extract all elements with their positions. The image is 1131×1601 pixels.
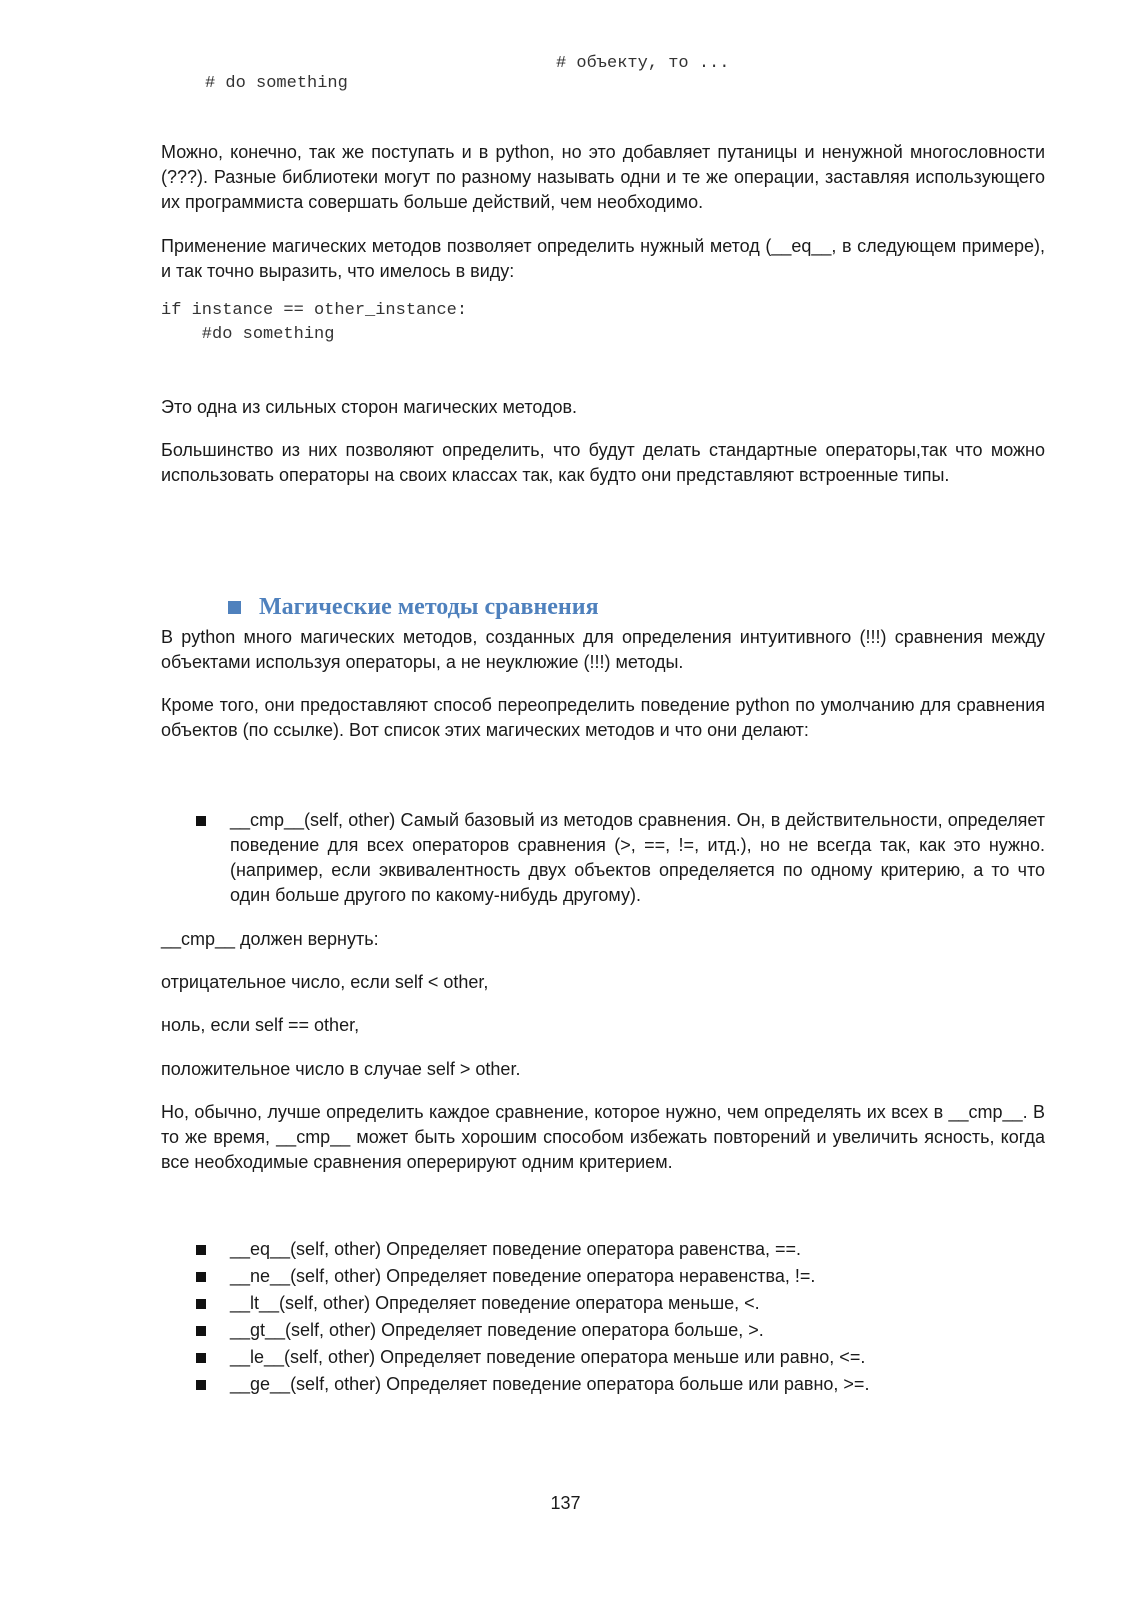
list-item: [161, 1290, 1045, 1317]
square-bullet-icon: [196, 816, 206, 826]
list-item-text: __ne__(self, other) Определяет поведение оператора неравенства, !=.: [230, 1266, 816, 1286]
square-bullet-icon: [196, 1353, 206, 1363]
list-item-text: __le__(self, other) Определяет поведение оператора меньше или равно, <=.: [230, 1347, 866, 1367]
square-bullet-icon: [196, 1272, 206, 1282]
paragraph: ноль, если self == other,: [161, 1015, 360, 1035]
paragraph: __cmp__ должен вернуть:: [161, 929, 379, 949]
list-item: [161, 1317, 1045, 1344]
paragraph: положительное число в случае self > other.: [161, 1059, 521, 1079]
code-line: if instance == other_instance:: [161, 301, 468, 320]
paragraph: Но, обычно, лучше определить каждое сравнение, которое нужно, чем определять их всех в __cmp__. В то же время, __cmp__ может быть хорошим способом избежать повторений и увеличить ясность, когда все необходимые сравнения оперерируют одним критерием.: [161, 1102, 1045, 1172]
paragraph: Применение магических методов позволяет определить нужный метод (__eq__, в следующем примере), и так точно выразить, что имелось в виду:: [161, 236, 1045, 281]
code-comment-line: # объекту, то ...: [556, 54, 730, 73]
square-bullet-icon: [196, 1299, 206, 1309]
paragraph: Кроме того, они предоставляют способ переопределить поведение python по умолчанию для сравнения объектов (по ссылке). Вот список этих магических методов и что они делают:: [161, 695, 1045, 740]
list-item: [161, 1344, 1045, 1371]
code-line: #do something: [161, 325, 335, 344]
list-item-text: __lt__(self, other) Определяет поведение оператора меньше, <.: [230, 1293, 760, 1313]
square-bullet-icon: [196, 1380, 206, 1390]
paragraph: Можно, конечно, так же поступать и в python, но это добавляет путаницы и ненужной многословности (???). Разные библиотеки могут по разному называть одни и те же операции, заставляя использующего их программиста совершать больше действий, чем необходимо.: [161, 142, 1045, 212]
page-number: 137: [550, 1493, 581, 1513]
section-heading: [228, 594, 599, 621]
paragraph: В python много магических методов, созданных для определения интуитивного (!!!) сравнения между объектами используя операторы, а не неуклюжие (!!!) методы.: [161, 627, 1045, 672]
heading-square-icon: [228, 601, 241, 614]
paragraph: отрицательное число, если self < other,: [161, 972, 489, 992]
code-comment-line: # do something: [205, 74, 348, 93]
list-item-text: __gt__(self, other) Определяет поведение оператора больше, >.: [230, 1320, 764, 1340]
cmp-bullet-item: [161, 808, 1045, 908]
square-bullet-icon: [196, 1245, 206, 1255]
list-item: [161, 1236, 1045, 1263]
bullet-text: __cmp__(self, other) Самый базовый из методов сравнения. Он, в действительности, определяет поведение для всех операторов сравнения (>, ==, !=, итд.), но не всегда так, как это нужно. (например, если эквивалентность двух объектов определяется по одному критерию, а то что один больше другого по какому-нибудь другому).: [230, 810, 1045, 905]
list-item-text: __eq__(self, other) Определяет поведение оператора равенства, ==.: [230, 1239, 801, 1259]
list-item-text: __ge__(self, other) Определяет поведение оператора больше или равно, >=.: [230, 1374, 870, 1394]
square-bullet-icon: [196, 1326, 206, 1336]
section-heading-text: Магические методы сравнения: [259, 594, 599, 620]
paragraph: Большинство из них позволяют определить, что будут делать стандартные операторы,так что можно использовать операторы на своих классах так, как будто они представляют встроенные типы.: [161, 440, 1045, 485]
list-item: [161, 1371, 1045, 1398]
paragraph: Это одна из сильных сторон магических методов.: [161, 397, 578, 417]
list-item: [161, 1263, 1045, 1290]
method-list: [161, 1236, 1045, 1398]
